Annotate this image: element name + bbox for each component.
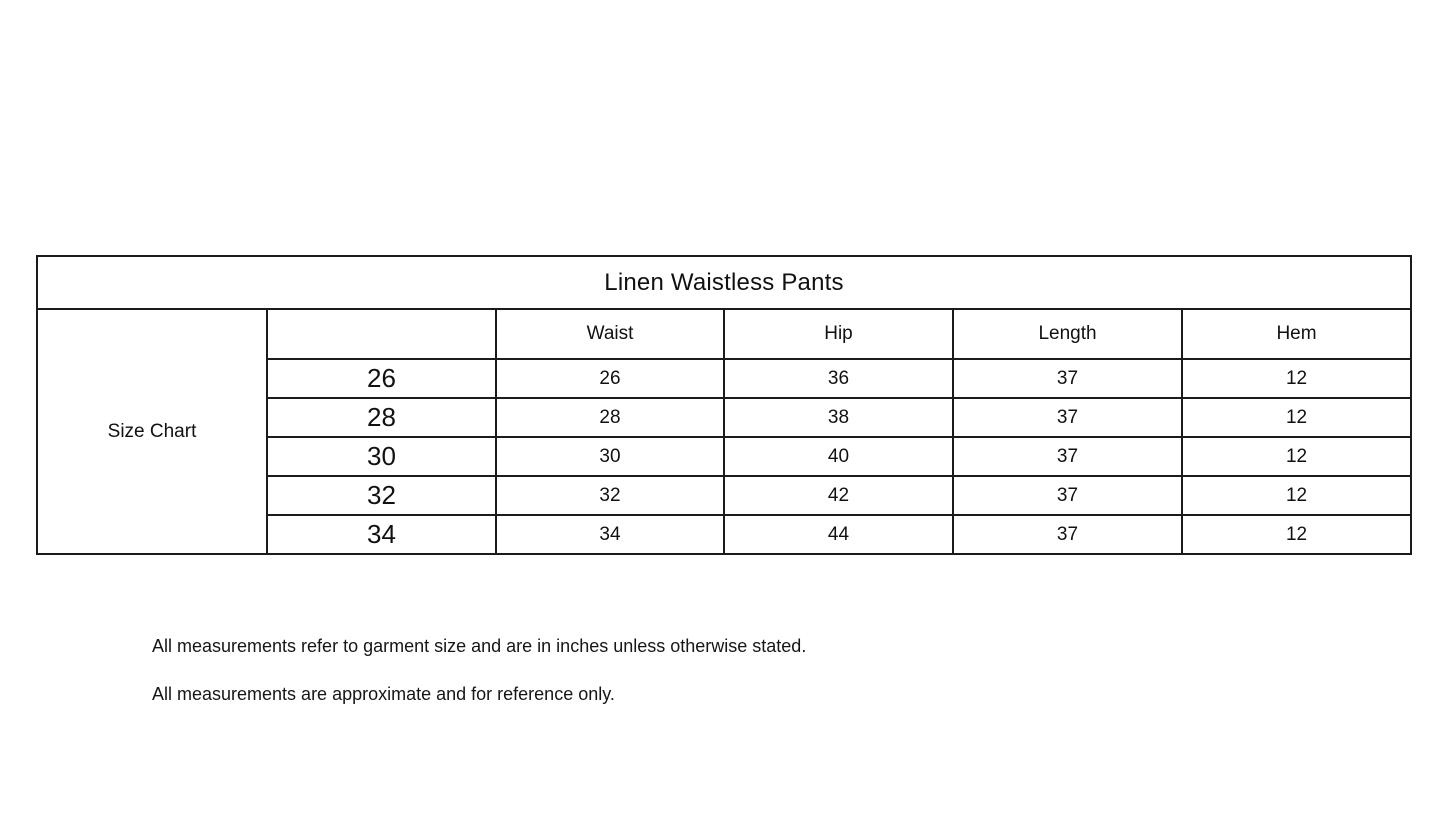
hem-value: 12 bbox=[1182, 359, 1411, 398]
size-value: 26 bbox=[267, 359, 496, 398]
length-value: 37 bbox=[953, 437, 1182, 476]
hip-value: 36 bbox=[724, 359, 953, 398]
hem-value: 12 bbox=[1182, 515, 1411, 554]
hem-value: 12 bbox=[1182, 437, 1411, 476]
note-approximate: All measurements are approximate and for reference only. bbox=[152, 684, 615, 704]
size-chart-label: Size Chart bbox=[37, 309, 267, 554]
note-garment-size: All measurements refer to garment size and are in inches unless otherwise stated. bbox=[152, 636, 807, 656]
size-value: 34 bbox=[267, 515, 496, 554]
column-header-hip: Hip bbox=[724, 309, 953, 359]
hem-value: 12 bbox=[1182, 476, 1411, 515]
hip-value: 38 bbox=[724, 398, 953, 437]
waist-value: 30 bbox=[496, 437, 724, 476]
size-value: 28 bbox=[267, 398, 496, 437]
column-header-length: Length bbox=[953, 309, 1182, 359]
size-value: 32 bbox=[267, 476, 496, 515]
length-value: 37 bbox=[953, 476, 1182, 515]
size-chart-table bbox=[36, 255, 1412, 555]
waist-value: 34 bbox=[496, 515, 724, 554]
length-value: 37 bbox=[953, 359, 1182, 398]
column-header-hem: Hem bbox=[1182, 309, 1411, 359]
waist-value: 32 bbox=[496, 476, 724, 515]
table-title: Linen Waistless Pants bbox=[37, 256, 1411, 309]
hip-value: 44 bbox=[724, 515, 953, 554]
column-header-size bbox=[267, 309, 496, 359]
table-title-row bbox=[37, 256, 1411, 309]
hip-value: 42 bbox=[724, 476, 953, 515]
hem-value: 12 bbox=[1182, 398, 1411, 437]
length-value: 37 bbox=[953, 515, 1182, 554]
length-value: 37 bbox=[953, 398, 1182, 437]
hip-value: 40 bbox=[724, 437, 953, 476]
measurement-notes bbox=[152, 635, 806, 731]
waist-value: 28 bbox=[496, 398, 724, 437]
size-value: 30 bbox=[267, 437, 496, 476]
waist-value: 26 bbox=[496, 359, 724, 398]
table-header-row bbox=[37, 309, 1411, 359]
column-header-waist: Waist bbox=[496, 309, 724, 359]
